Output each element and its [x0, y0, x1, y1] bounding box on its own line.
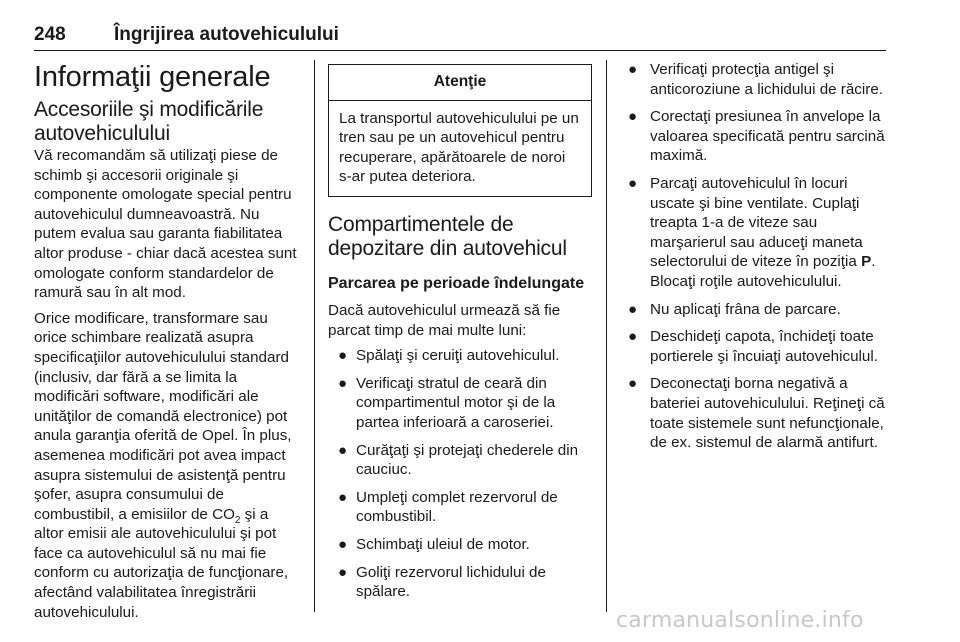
bullet-icon: ● — [628, 61, 638, 78]
parking-intro: Dacă autovehiculul urmează să fie parcat timp de mai multe luni: — [328, 301, 561, 339]
parking-list-2 — [622, 60, 888, 453]
attention-title: Atenţie — [329, 65, 591, 101]
list-item-text: Umpleţi complet rezervorul de combustibil. — [356, 488, 558, 526]
column-3 — [622, 60, 888, 461]
list-item-text: Corectaţi presiunea în anvelope la valoarea specificată pentru sarcină maximă. — [650, 108, 885, 165]
subsection-title-accessories: Accesoriile şi modificările autovehiculului — [34, 98, 264, 145]
attention-box — [328, 64, 592, 197]
list-item-text: Curăţaţi şi protejaţi chederele din cauciuc. — [356, 441, 579, 479]
bullet-icon: ● — [628, 174, 638, 192]
section-title-general-info: Informaţii generale — [34, 61, 271, 93]
list-item-text: Verificaţi stratul de ceară din compartimentul motor şi de la partea inferioară a caroseriei. — [356, 374, 556, 431]
list-item — [328, 374, 592, 433]
parking-bullet-text: Parcaţi autovehiculul în locuri uscate şi bine ventilate. Cuplaţi treapta 1-a de viteze sau marşarierul sau aduceţi maneta selectorului de viteze în poziţia — [650, 174, 863, 271]
bullet-icon: ● — [338, 347, 348, 365]
list-item — [622, 374, 888, 452]
list-item-text — [650, 175, 875, 290]
column-2 — [328, 60, 592, 610]
paragraph-modifications — [34, 309, 300, 623]
co2-subscript: 2 — [234, 514, 241, 526]
column-divider-1 — [314, 60, 315, 612]
list-item — [328, 488, 592, 527]
bullet-icon: ● — [338, 374, 348, 392]
list-item — [328, 346, 592, 366]
bullet-icon: ● — [338, 441, 348, 459]
subheading-long-term-parking: Parcarea pe perioade îndelungate — [328, 274, 585, 292]
bullet-icon: ● — [338, 563, 348, 581]
list-item — [622, 60, 888, 99]
running-title: Îngrijirea autovehiculului — [114, 24, 339, 45]
page-number: 248 — [34, 24, 66, 45]
list-item-text: Deschideţi capota, închideţi toate portierele şi încuiaţi autovehiculul. — [650, 328, 878, 365]
list-item-text: Verificaţi protecţia antigel şi anticoroziune a lichidului de răcire. — [650, 61, 884, 98]
list-item-text: Goliţi rezervorul lichidului de spălare. — [356, 563, 546, 601]
paragraph-modifications-part2: şi a altor emisii ale autovehiculului şi pot face ca autovehiculul să nu mai fie conform cu autorizaţia de funcţionare, afectând valabilitatea înregistrării autovehiculului. — [34, 505, 289, 621]
column-1 — [34, 60, 300, 628]
paragraph-modifications-part1: Orice modificare, transformare sau orice schimbare realizată asupra specificaţiilor autovehiculului standard (inclusiv, dar fără a se limita la modificări software, modificări ale unităţilor de comandă electronice) pot anula garanţia oferită de Opel. În plus, asemenea modificări pot avea impact asupra sistemului de asistenţă pentru şofer, asupra consumului de combustibil, a emisiilor de CO — [34, 309, 292, 523]
list-item — [622, 107, 888, 166]
bullet-icon: ● — [338, 535, 348, 553]
list-item — [328, 441, 592, 480]
list-item-text: Schimbaţi uleiul de motor. — [356, 535, 530, 553]
list-item-text: Spălaţi şi ceruiţi autovehiculul. — [356, 347, 560, 365]
column-divider-2 — [606, 60, 607, 612]
bullet-icon: ● — [628, 108, 638, 126]
list-item — [328, 535, 592, 555]
parking-list-1 — [328, 346, 592, 602]
gear-position-p: P — [861, 253, 872, 271]
page-header — [34, 20, 886, 51]
paragraph-original-parts: Vă recomandăm să utilizaţi piese de schimb şi accesorii originale şi componente omologate special pentru autovehiculul dumneavoastră. Nu putem evalua sau garanta fiabilitatea altor produse - chiar dacă acestea sunt omologate conform standardelor de ramură sau în alt mod. — [34, 147, 297, 302]
bullet-icon: ● — [628, 375, 638, 393]
parking-bullet-text-end: . Blocaţi roţile autovehiculului. — [650, 253, 876, 290]
bullet-icon: ● — [628, 328, 638, 346]
list-item — [622, 174, 888, 292]
list-item-text: Nu aplicaţi frâna de parcare. — [650, 300, 841, 318]
list-item — [328, 563, 592, 602]
bullet-icon: ● — [338, 488, 348, 506]
list-item — [622, 327, 888, 366]
list-item — [622, 300, 888, 320]
list-item-text: Deconectaţi borna negativă a bateriei autovehiculului. Reţineţi că toate sistemele sunt nefuncţionale, de ex. sistemul de alarmă antifurt. — [650, 375, 885, 452]
watermark: carmanualsonline.info — [616, 608, 864, 633]
bullet-icon: ● — [628, 300, 638, 318]
attention-body: La transportul autovehiculului pe un tren sau pe un autovehicul pentru recuperare, apărătoarele de noroi s-ar putea deteriora. — [339, 109, 579, 186]
section-title-storage: Compartimentele de depozitare din autovehicul — [328, 212, 567, 261]
